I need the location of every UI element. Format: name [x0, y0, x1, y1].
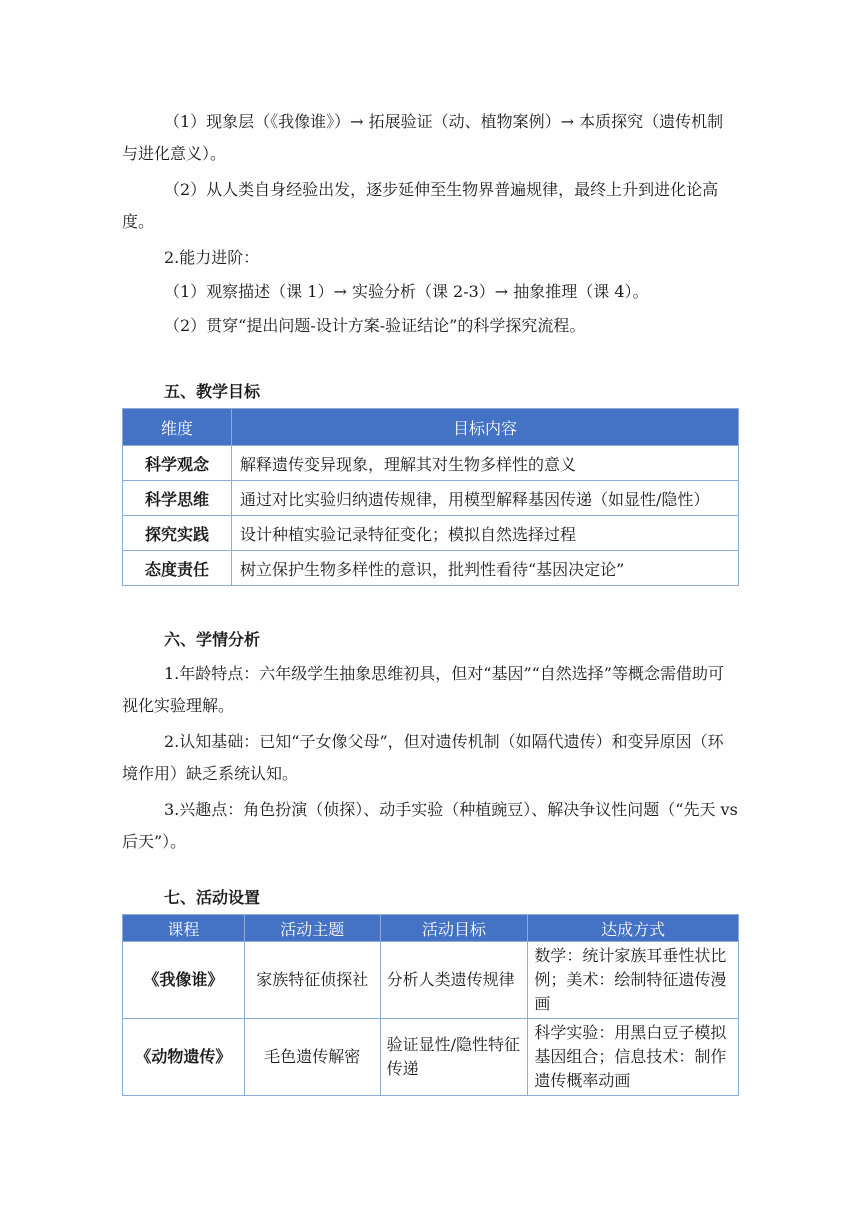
table-header-row	[123, 409, 739, 446]
activity-method: 科学实验：用黑白豆子模拟基因组合；信息技术：制作遗传概率动画	[528, 1019, 739, 1096]
goal-dimension: 科学观念	[123, 446, 232, 481]
goal-dimension: 态度责任	[123, 551, 232, 586]
goal-dimension: 科学思维	[123, 481, 232, 516]
activity-course: 《动物遗传》	[123, 1019, 245, 1096]
structure-paragraph-2: （2）从人类自身经验出发，逐步延伸至生物界普遍规律，最终上升到进化论高度。	[122, 180, 719, 231]
goal-content: 树立保护生物多样性的意识，批判性看待“基因决定论”	[232, 551, 739, 586]
learner-paragraph-1: 1.年龄特点：六年级学生抽象思维初具，但对“基因”“自然选择”等概念需借助可视化实验理解。	[122, 664, 724, 715]
table-row	[123, 1019, 739, 1096]
column-header: 达成方式	[528, 915, 739, 942]
ability-paragraph-1: （1）观察描述（课 1）→ 实验分析（课 2-3）→ 抽象推理（课 4）。	[164, 282, 649, 301]
structure-paragraph-1: （1）现象层（《我像谁》）→ 拓展验证（动、植物案例）→ 本质探究（遗传机制与进化意义）。	[122, 112, 724, 163]
teaching-goals-table	[122, 408, 739, 586]
ability-progression-label: 2.能力进阶：	[164, 248, 260, 267]
activity-heading: 七、活动设置	[164, 888, 261, 907]
table-row	[123, 516, 739, 551]
goal-content: 设计种植实验记录特征变化；模拟自然选择过程	[232, 516, 739, 551]
activity-theme: 毛色遗传解密	[244, 1019, 380, 1096]
activity-goal: 分析人类遗传规律	[380, 942, 528, 1019]
goal-dimension: 探究实践	[123, 516, 232, 551]
table-header-row	[123, 915, 739, 942]
column-header: 活动目标	[380, 915, 528, 942]
table-row	[123, 446, 739, 481]
column-header: 活动主题	[244, 915, 380, 942]
learner-heading: 六、学情分析	[164, 630, 261, 649]
activity-goal: 验证显性/隐性特征传递	[380, 1019, 528, 1096]
column-header: 维度	[123, 409, 232, 446]
column-header: 课程	[123, 915, 245, 942]
learner-paragraph-3: 3.兴趣点：角色扮演（侦探）、动手实验（种植豌豆）、解决争议性问题（“先天 vs 后天”）。	[122, 800, 738, 851]
goal-content: 通过对比实验归纳遗传规律，用模型解释基因传递（如显性/隐性）	[232, 481, 739, 516]
activity-method: 数学：统计家族耳垂性状比例；美术：绘制特征遗传漫画	[528, 942, 739, 1019]
table-row	[123, 481, 739, 516]
activity-course: 《我像谁》	[123, 942, 245, 1019]
goal-content: 解释遗传变异现象，理解其对生物多样性的意义	[232, 446, 739, 481]
table-row	[123, 551, 739, 586]
learner-paragraph-2: 2.认知基础：已知“子女像父母”，但对遗传机制（如隔代遗传）和变异原因（环境作用）缺乏系统认知。	[122, 732, 724, 783]
activity-table	[122, 914, 739, 1096]
activity-theme: 家族特征侦探社	[244, 942, 380, 1019]
table-row	[123, 942, 739, 1019]
goals-heading: 五、教学目标	[164, 382, 261, 401]
ability-paragraph-2: （2）贯穿“提出问题-设计方案-验证结论”的科学探究流程。	[164, 316, 586, 335]
column-header: 目标内容	[232, 409, 739, 446]
